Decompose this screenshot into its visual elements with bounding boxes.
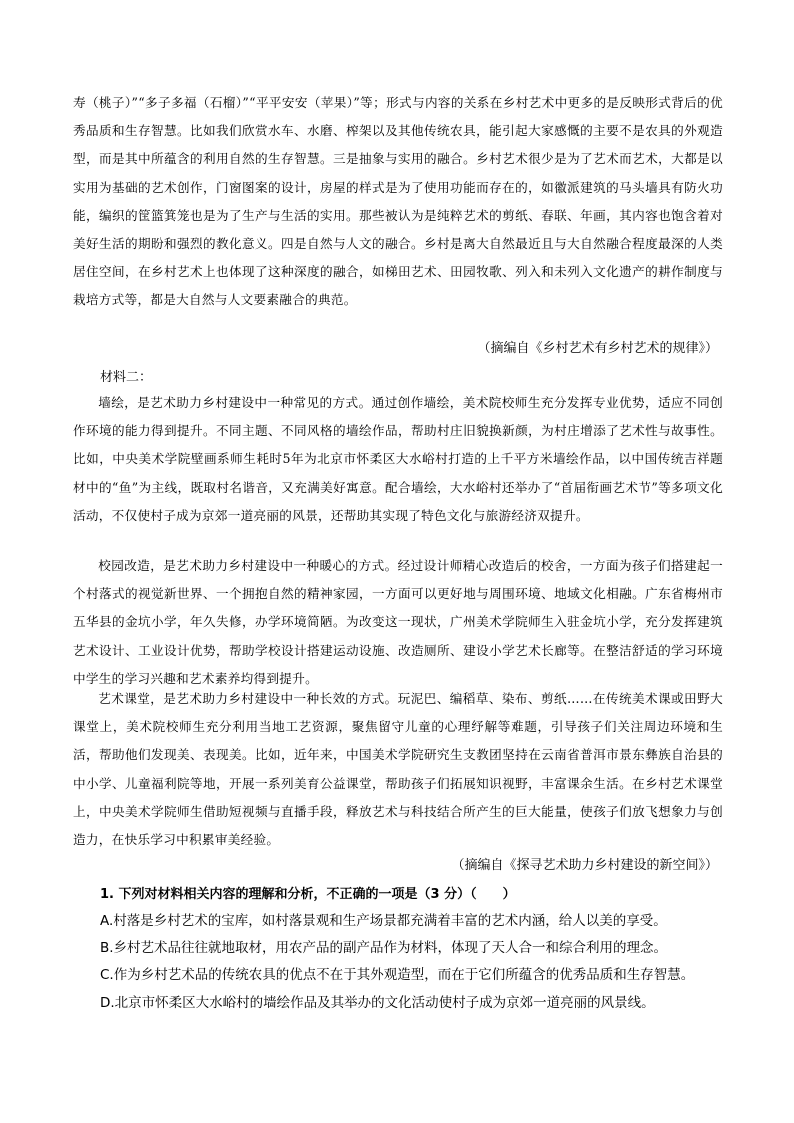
source-citation-two: （摘编自《探寻艺术助力乡村建设的新空间》） bbox=[451, 858, 718, 873]
material-two-paragraph-campus: 校园改造，是艺术助力乡村建设中一种暖心的方式。经过设计师精心改造后的校舍，一方面为孩子们搭建起一个村落式的视觉新世界、一个拥抱自然的精神家园，一方面可以更好地与周围环境、地域文化相融。广东省梅州市五华县的金坑小学，年久失修，办学环境简陋。为改变这一现状，广州美术学院师生入驻金坑小学，充分发挥建筑艺术设计、工业设计优势，帮助学校设计搭建运动设施、改造厕所、建设小学艺术长廊等。在整洁舒适的学习环境中学生的学习兴趣和艺术素养均得到提升。 bbox=[73, 558, 723, 686]
question-option-b: B.乡村艺术品往往就地取材，用农产品的副产品作为材料，体现了天人合一和综合利用的理念。 bbox=[100, 940, 668, 956]
material-two-label: 材料二： bbox=[100, 370, 153, 385]
source-citation-one: （摘编自《乡村艺术有乡村艺术的规律》） bbox=[477, 341, 718, 356]
material-one-paragraph: 寿（桃子）”“多子多福（石榴）”“平平安安（苹果）”等；形式与内容的关系在乡村艺术中更多的是反映形式背后的优秀品质和生存智慧。比如我们欣赏水车、水磨、榨架以及其他传统农具，能引起大家感慨的主要不是农具的外观造型，而是其中所蕴含的利用自然的生存智慧。三是抽象与实用的融合。乡村艺术很少是为了艺术而艺术，大都是以实用为基础的艺术创作，门窗图案的设计，房屋的样式是为了使用功能而存在的，如徽派建筑的马头墙具有防火功能，编织的筐篮箕笼也是为了生产与生活的实用。那些被认为是纯粹艺术的剪纸、春联、年画，其内容也饱含着对美好生活的期盼和强烈的教化意义。四是自然与人文的融合。乡村是离大自然最近且与大自然融合程度最深的人类居住空间，在乡村艺术上也体现了这种深度的融合，如梯田艺术、田园牧歌、列入和未列入文化遗产的耕作制度与栽培方式等，都是大自然与人文要素融合的典范。 bbox=[73, 95, 723, 308]
material-two-paragraph-mural: 墙绘，是艺术助力乡村建设中一种常见的方式。通过创作墙绘，美术院校师生充分发挥专业优势，适应不同创作环境的能力得到提升。不同主题、不同风格的墙绘作品，帮助村庄旧貌换新颜，为村庄增添了艺术性与故事性。比如，中央美术学院壁画系师生耗时5年为北京市怀柔区大水峪村打造的上千平方米墙绘作品，以中国传统吉祥题材中的“鱼”为主线，既取村名谐音，又充满美好寓意。配合墙绘，大水峪村还举办了“首届衔画艺术节”等多项文化活动，不仅使村子成为京郊一道亮丽的风景，还帮助其实现了特色文化与旅游经济双提升。 bbox=[73, 395, 723, 523]
question-option-d: D.北京市怀柔区大水峪村的墙绘作品及其举办的文化活动使村子成为京郊一道亮丽的风景线。 bbox=[100, 995, 655, 1011]
question-option-a: A.村落是乡村艺术的宝库，如村落景观和生产场景都充满着丰富的艺术内涵，给人以美的享受。 bbox=[100, 913, 667, 929]
question-stem: 1. 下列对材料相关内容的理解和分析，不正确的一项是（3 分）（ ） bbox=[100, 887, 516, 902]
question-option-c: C.作为乡村艺术品的传统农具的优点不在于其外观造型，而在于它们所蕴含的优秀品质和生存智慧。 bbox=[100, 967, 695, 983]
material-two-paragraph-classroom: 艺术课堂，是艺术助力乡村建设中一种长效的方式。玩泥巴、编稻草、染布、剪纸……在传统美术课或田野大课堂上，美术院校师生充分利用当地工艺资源，聚焦留守儿童的心理纾解等难题，引导孩子们关注周边环境和生活，帮助他们发现美、表现美。比如，近年来，中国美术学院研究生支教团坚持在云南省普洱市景东彝族自治县的中小学、儿童福利院等地，开展一系列美育公益课堂，帮助孩子们拓展知识视野，丰富课余生活。在乡村艺术课堂上，中央美术学院师生借助短视频与直播手段，释放艺术与科技结合所产生的巨大能量，使孩子们放飞想象力与创造力，在快乐学习中积累审美经验。 bbox=[73, 691, 723, 848]
